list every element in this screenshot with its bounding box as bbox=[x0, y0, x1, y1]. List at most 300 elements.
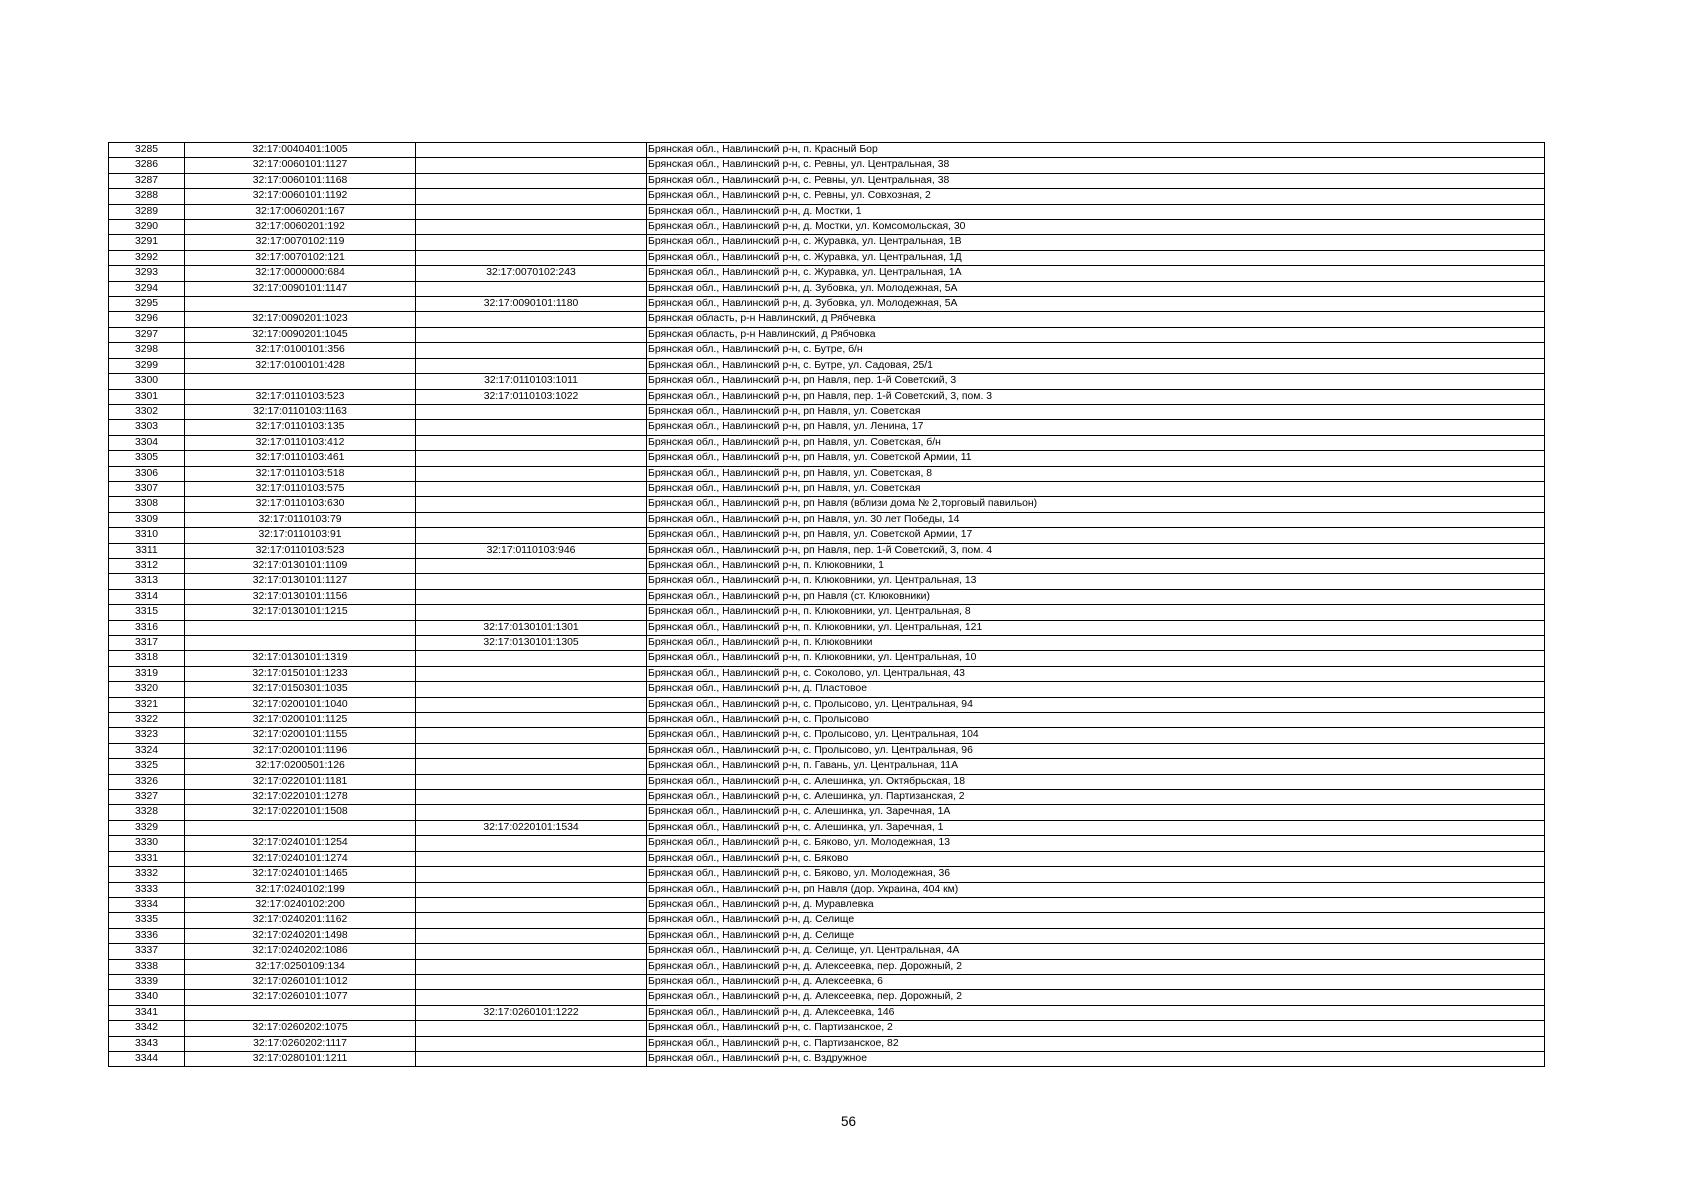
table-row bbox=[109, 266, 1545, 281]
cadastral-number-cell: 32:17:0200101:1125 bbox=[185, 713, 416, 728]
row-number-cell: 3300 bbox=[109, 374, 185, 389]
cadastral-number-cell bbox=[185, 374, 416, 389]
address-cell: Брянская обл., Навлинский р-н, с. Алешинка, ул. Заречная, 1 bbox=[647, 820, 1545, 835]
table-row bbox=[109, 867, 1545, 882]
cadastral-number-cell: 32:17:0110103:630 bbox=[185, 497, 416, 512]
cadastral-number-cell: 32:17:0150101:1233 bbox=[185, 666, 416, 681]
address-cell: Брянская обл., Навлинский р-н, д. Алексеевка, 146 bbox=[647, 1005, 1545, 1020]
related-cadastral-number-cell bbox=[416, 836, 647, 851]
address-cell: Брянская обл., Навлинский р-н, д. Селище, ул. Центральная, 4А bbox=[647, 944, 1545, 959]
table-row bbox=[109, 728, 1545, 743]
cadastral-number-cell: 32:17:0060101:1168 bbox=[185, 173, 416, 188]
table-row bbox=[109, 512, 1545, 527]
table-row bbox=[109, 297, 1545, 312]
cadastral-number-cell: 32:17:0040401:1005 bbox=[185, 143, 416, 158]
address-cell: Брянская обл., Навлинский р-н, рп Навля, пер. 1-й Советский, 3, пом. 3 bbox=[647, 389, 1545, 404]
related-cadastral-number-cell bbox=[416, 867, 647, 882]
table-row bbox=[109, 959, 1545, 974]
row-number-cell: 3311 bbox=[109, 543, 185, 558]
cadastral-number-cell: 32:17:0200501:126 bbox=[185, 759, 416, 774]
row-number-cell: 3344 bbox=[109, 1051, 185, 1066]
related-cadastral-number-cell bbox=[416, 327, 647, 342]
table-row bbox=[109, 1005, 1545, 1020]
row-number-cell: 3332 bbox=[109, 867, 185, 882]
related-cadastral-number-cell bbox=[416, 805, 647, 820]
cadastral-number-cell: 32:17:0130101:1109 bbox=[185, 558, 416, 573]
address-cell: Брянская обл., Навлинский р-н, с. Бяково, ул. Молодежная, 13 bbox=[647, 836, 1545, 851]
table-row bbox=[109, 974, 1545, 989]
row-number-cell: 3306 bbox=[109, 466, 185, 481]
row-number-cell: 3316 bbox=[109, 620, 185, 635]
address-cell: Брянская обл., Навлинский р-н, рп Навля, ул. 30 лет Победы, 14 bbox=[647, 512, 1545, 527]
cadastral-number-cell: 32:17:0130101:1215 bbox=[185, 605, 416, 620]
cadastral-number-cell: 32:17:0130101:1319 bbox=[185, 651, 416, 666]
table-row bbox=[109, 312, 1545, 327]
table-row bbox=[109, 697, 1545, 712]
row-number-cell: 3304 bbox=[109, 435, 185, 450]
cadastral-number-cell: 32:17:0060101:1127 bbox=[185, 158, 416, 173]
address-cell: Брянская область, р-н Навлинский, д Рябчевка bbox=[647, 312, 1545, 327]
cadastral-number-cell: 32:17:0260101:1077 bbox=[185, 990, 416, 1005]
address-cell: Брянская обл., Навлинский р-н, д. Муравлевка bbox=[647, 897, 1545, 912]
row-number-cell: 3328 bbox=[109, 805, 185, 820]
address-cell: Брянская обл., Навлинский р-н, с. Бутре, ул. Садовая, 25/1 bbox=[647, 358, 1545, 373]
table-row bbox=[109, 327, 1545, 342]
related-cadastral-number-cell bbox=[416, 666, 647, 681]
related-cadastral-number-cell bbox=[416, 173, 647, 188]
row-number-cell: 3333 bbox=[109, 882, 185, 897]
page-number: 56 bbox=[840, 1114, 857, 1129]
cadastral-number-cell: 32:17:0100101:428 bbox=[185, 358, 416, 373]
cadastral-number-cell bbox=[185, 620, 416, 635]
cadastral-number-cell: 32:17:0240202:1086 bbox=[185, 944, 416, 959]
cadastral-number-cell: 32:17:0070102:121 bbox=[185, 250, 416, 265]
address-cell: Брянская обл., Навлинский р-н, с. Алешинка, ул. Партизанская, 2 bbox=[647, 790, 1545, 805]
address-cell: Брянская обл., Навлинский р-н, рп Навля, пер. 1-й Советский, 3, пом. 4 bbox=[647, 543, 1545, 558]
cadastral-number-cell: 32:17:0110103:91 bbox=[185, 528, 416, 543]
address-cell: Брянская обл., Навлинский р-н, с. Вздружное bbox=[647, 1051, 1545, 1066]
cadastral-number-cell: 32:17:0260101:1012 bbox=[185, 974, 416, 989]
address-cell: Брянская обл., Навлинский р-н, п. Клюковники, ул. Центральная, 13 bbox=[647, 574, 1545, 589]
related-cadastral-number-cell bbox=[416, 404, 647, 419]
row-number-cell: 3291 bbox=[109, 235, 185, 250]
address-cell: Брянская обл., Навлинский р-н, рп Навля, ул. Советская bbox=[647, 404, 1545, 419]
cadastral-number-cell: 32:17:0060201:167 bbox=[185, 204, 416, 219]
row-number-cell: 3288 bbox=[109, 189, 185, 204]
row-number-cell: 3318 bbox=[109, 651, 185, 666]
address-cell: Брянская обл., Навлинский р-н, с. Ревны, ул. Центральная, 38 bbox=[647, 158, 1545, 173]
row-number-cell: 3335 bbox=[109, 913, 185, 928]
row-number-cell: 3341 bbox=[109, 1005, 185, 1020]
related-cadastral-number-cell bbox=[416, 358, 647, 373]
table-row bbox=[109, 374, 1545, 389]
address-cell: Брянская обл., Навлинский р-н, с. Журавка, ул. Центральная, 1Д bbox=[647, 250, 1545, 265]
related-cadastral-number-cell bbox=[416, 435, 647, 450]
related-cadastral-number-cell bbox=[416, 420, 647, 435]
related-cadastral-number-cell bbox=[416, 574, 647, 589]
related-cadastral-number-cell bbox=[416, 497, 647, 512]
row-number-cell: 3313 bbox=[109, 574, 185, 589]
cadastral-number-cell: 32:17:0110103:523 bbox=[185, 389, 416, 404]
address-cell: Брянская обл., Навлинский р-н, с. Бяково, ул. Молодежная, 36 bbox=[647, 867, 1545, 882]
cadastral-number-cell: 32:17:0150301:1035 bbox=[185, 682, 416, 697]
related-cadastral-number-cell bbox=[416, 250, 647, 265]
address-cell: Брянская обл., Навлинский р-н, д. Алексеевка, 6 bbox=[647, 974, 1545, 989]
table-row bbox=[109, 281, 1545, 296]
row-number-cell: 3327 bbox=[109, 790, 185, 805]
cadastral-number-cell: 32:17:0110103:135 bbox=[185, 420, 416, 435]
table-row bbox=[109, 481, 1545, 496]
address-cell: Брянская обл., Навлинский р-н, с. Журавка, ул. Центральная, 1А bbox=[647, 266, 1545, 281]
table-row bbox=[109, 204, 1545, 219]
row-number-cell: 3290 bbox=[109, 220, 185, 235]
table-row bbox=[109, 836, 1545, 851]
table-row bbox=[109, 774, 1545, 789]
cadastral-number-cell: 32:17:0240201:1498 bbox=[185, 928, 416, 943]
cadastral-number-cell: 32:17:0090101:1147 bbox=[185, 281, 416, 296]
related-cadastral-number-cell bbox=[416, 774, 647, 789]
row-number-cell: 3317 bbox=[109, 636, 185, 651]
cadastral-number-cell: 32:17:0060201:192 bbox=[185, 220, 416, 235]
cadastral-number-cell: 32:17:0110103:518 bbox=[185, 466, 416, 481]
row-number-cell: 3294 bbox=[109, 281, 185, 296]
row-number-cell: 3302 bbox=[109, 404, 185, 419]
row-number-cell: 3305 bbox=[109, 451, 185, 466]
address-cell: Брянская обл., Навлинский р-н, с. Пролысово bbox=[647, 713, 1545, 728]
cadastral-number-cell: 32:17:0220101:1508 bbox=[185, 805, 416, 820]
cadastral-number-cell: 32:17:0240102:199 bbox=[185, 882, 416, 897]
related-cadastral-number-cell: 32:17:0130101:1305 bbox=[416, 636, 647, 651]
related-cadastral-number-cell: 32:17:0130101:1301 bbox=[416, 620, 647, 635]
address-cell: Брянская обл., Навлинский р-н, рп Навля, пер. 1-й Советский, 3 bbox=[647, 374, 1545, 389]
row-number-cell: 3330 bbox=[109, 836, 185, 851]
related-cadastral-number-cell bbox=[416, 281, 647, 296]
cadastral-number-cell: 32:17:0240102:200 bbox=[185, 897, 416, 912]
row-number-cell: 3289 bbox=[109, 204, 185, 219]
table-row bbox=[109, 1051, 1545, 1066]
table-row bbox=[109, 1036, 1545, 1051]
cadastral-number-cell: 32:17:0220101:1181 bbox=[185, 774, 416, 789]
related-cadastral-number-cell bbox=[416, 558, 647, 573]
table-row bbox=[109, 143, 1545, 158]
related-cadastral-number-cell bbox=[416, 466, 647, 481]
table-body bbox=[109, 143, 1545, 1067]
row-number-cell: 3299 bbox=[109, 358, 185, 373]
related-cadastral-number-cell bbox=[416, 851, 647, 866]
cadastral-number-cell: 32:17:0130101:1156 bbox=[185, 589, 416, 604]
related-cadastral-number-cell bbox=[416, 897, 647, 912]
table-row bbox=[109, 820, 1545, 835]
cadastral-number-cell: 32:17:0000000:684 bbox=[185, 266, 416, 281]
related-cadastral-number-cell bbox=[416, 944, 647, 959]
related-cadastral-number-cell bbox=[416, 143, 647, 158]
table-row bbox=[109, 882, 1545, 897]
address-cell: Брянская обл., Навлинский р-н, с. Пролысово, ул. Центральная, 96 bbox=[647, 743, 1545, 758]
cadastral-number-cell: 32:17:0200101:1155 bbox=[185, 728, 416, 743]
address-cell: Брянская обл., Навлинский р-н, п. Клюковники, ул. Центральная, 8 bbox=[647, 605, 1545, 620]
table-row bbox=[109, 435, 1545, 450]
row-number-cell: 3312 bbox=[109, 558, 185, 573]
cadastral-number-cell: 32:17:0260202:1117 bbox=[185, 1036, 416, 1051]
row-number-cell: 3298 bbox=[109, 343, 185, 358]
table-row bbox=[109, 358, 1545, 373]
address-cell: Брянская обл., Навлинский р-н, д. Алексеевка, пер. Дорожный, 2 bbox=[647, 990, 1545, 1005]
cadastral-number-cell: 32:17:0110103:412 bbox=[185, 435, 416, 450]
address-cell: Брянская обл., Навлинский р-н, д. Селище bbox=[647, 928, 1545, 943]
table-row bbox=[109, 713, 1545, 728]
address-cell: Брянская обл., Навлинский р-н, с. Ревны, ул. Центральная, 38 bbox=[647, 173, 1545, 188]
row-number-cell: 3295 bbox=[109, 297, 185, 312]
related-cadastral-number-cell bbox=[416, 928, 647, 943]
row-number-cell: 3329 bbox=[109, 820, 185, 835]
table-row bbox=[109, 928, 1545, 943]
related-cadastral-number-cell: 32:17:0070102:243 bbox=[416, 266, 647, 281]
address-cell: Брянская обл., Навлинский р-н, с. Алешинка, ул. Октябрьская, 18 bbox=[647, 774, 1545, 789]
cadastral-number-cell: 32:17:0090201:1045 bbox=[185, 327, 416, 342]
table-row bbox=[109, 451, 1545, 466]
table-row bbox=[109, 605, 1545, 620]
address-cell: Брянская обл., Навлинский р-н, с. Соколово, ул. Центральная, 43 bbox=[647, 666, 1545, 681]
address-cell: Брянская обл., Навлинский р-н, с. Журавка, ул. Центральная, 1В bbox=[647, 235, 1545, 250]
row-number-cell: 3314 bbox=[109, 589, 185, 604]
row-number-cell: 3321 bbox=[109, 697, 185, 712]
address-cell: Брянская обл., Навлинский р-н, рп Навля, ул. Советская, 8 bbox=[647, 466, 1545, 481]
row-number-cell: 3310 bbox=[109, 528, 185, 543]
related-cadastral-number-cell bbox=[416, 759, 647, 774]
table-row bbox=[109, 466, 1545, 481]
address-cell: Брянская обл., Навлинский р-н, д. Пластовое bbox=[647, 682, 1545, 697]
cadastral-number-cell: 32:17:0240101:1465 bbox=[185, 867, 416, 882]
row-number-cell: 3323 bbox=[109, 728, 185, 743]
table-row bbox=[109, 497, 1545, 512]
related-cadastral-number-cell bbox=[416, 974, 647, 989]
address-cell: Брянская обл., Навлинский р-н, с. Ревны, ул. Совхозная, 2 bbox=[647, 189, 1545, 204]
cadastral-number-cell: 32:17:0240101:1274 bbox=[185, 851, 416, 866]
row-number-cell: 3340 bbox=[109, 990, 185, 1005]
table-row bbox=[109, 404, 1545, 419]
cadastral-number-cell: 32:17:0260202:1075 bbox=[185, 1021, 416, 1036]
table-row bbox=[109, 250, 1545, 265]
table-row bbox=[109, 759, 1545, 774]
address-cell: Брянская обл., Навлинский р-н, д. Алексеевка, пер. Дорожный, 2 bbox=[647, 959, 1545, 974]
row-number-cell: 3285 bbox=[109, 143, 185, 158]
related-cadastral-number-cell bbox=[416, 713, 647, 728]
cadastral-number-cell: 32:17:0250109:134 bbox=[185, 959, 416, 974]
related-cadastral-number-cell bbox=[416, 790, 647, 805]
address-cell: Брянская обл., Навлинский р-н, рп Навля, ул. Ленина, 17 bbox=[647, 420, 1545, 435]
related-cadastral-number-cell bbox=[416, 343, 647, 358]
cadastral-number-cell bbox=[185, 820, 416, 835]
address-cell: Брянская обл., Навлинский р-н, д. Зубовка, ул. Молодежная, 5А bbox=[647, 281, 1545, 296]
related-cadastral-number-cell bbox=[416, 189, 647, 204]
address-cell: Брянская обл., Навлинский р-н, с. Бутре, б/н bbox=[647, 343, 1545, 358]
address-cell: Брянская обл., Навлинский р-н, рп Навля (дор. Украина, 404 км) bbox=[647, 882, 1545, 897]
table-row bbox=[109, 173, 1545, 188]
related-cadastral-number-cell bbox=[416, 589, 647, 604]
table-row bbox=[109, 913, 1545, 928]
related-cadastral-number-cell bbox=[416, 882, 647, 897]
cadastral-number-cell: 32:17:0110103:523 bbox=[185, 543, 416, 558]
row-number-cell: 3308 bbox=[109, 497, 185, 512]
row-number-cell: 3307 bbox=[109, 481, 185, 496]
cadastral-number-cell: 32:17:0110103:1163 bbox=[185, 404, 416, 419]
address-cell: Брянская обл., Навлинский р-н, рп Навля, ул. Советской Армии, 17 bbox=[647, 528, 1545, 543]
related-cadastral-number-cell: 32:17:0110103:1022 bbox=[416, 389, 647, 404]
row-number-cell: 3315 bbox=[109, 605, 185, 620]
cadastral-number-cell: 32:17:0070102:119 bbox=[185, 235, 416, 250]
row-number-cell: 3337 bbox=[109, 944, 185, 959]
address-cell: Брянская обл., Навлинский р-н, д. Мостки, ул. Комсомольская, 30 bbox=[647, 220, 1545, 235]
table-row bbox=[109, 790, 1545, 805]
row-number-cell: 3287 bbox=[109, 173, 185, 188]
table-row bbox=[109, 220, 1545, 235]
table-row bbox=[109, 235, 1545, 250]
related-cadastral-number-cell bbox=[416, 481, 647, 496]
row-number-cell: 3334 bbox=[109, 897, 185, 912]
address-cell: Брянская обл., Навлинский р-н, п. Клюковники, ул. Центральная, 10 bbox=[647, 651, 1545, 666]
address-cell: Брянская обл., Навлинский р-н, с. Бяково bbox=[647, 851, 1545, 866]
related-cadastral-number-cell bbox=[416, 204, 647, 219]
address-cell: Брянская обл., Навлинский р-н, п. Клюковники, ул. Центральная, 121 bbox=[647, 620, 1545, 635]
related-cadastral-number-cell bbox=[416, 913, 647, 928]
cadastral-number-cell bbox=[185, 636, 416, 651]
row-number-cell: 3303 bbox=[109, 420, 185, 435]
row-number-cell: 3301 bbox=[109, 389, 185, 404]
address-cell: Брянская обл., Навлинский р-н, рп Навля, ул. Советская bbox=[647, 481, 1545, 496]
table-row bbox=[109, 574, 1545, 589]
address-cell: Брянская обл., Навлинский р-н, с. Пролысово, ул. Центральная, 94 bbox=[647, 697, 1545, 712]
address-cell: Брянская обл., Навлинский р-н, д. Мостки, 1 bbox=[647, 204, 1545, 219]
table-row bbox=[109, 666, 1545, 681]
table-row bbox=[109, 528, 1545, 543]
address-cell: Брянская обл., Навлинский р-н, рп Навля, ул. Советская, б/н bbox=[647, 435, 1545, 450]
related-cadastral-number-cell bbox=[416, 728, 647, 743]
cadastral-number-cell: 32:17:0240101:1254 bbox=[185, 836, 416, 851]
cadastral-number-cell: 32:17:0280101:1211 bbox=[185, 1051, 416, 1066]
cadastral-number-cell: 32:17:0110103:575 bbox=[185, 481, 416, 496]
cadastral-table bbox=[108, 142, 1545, 1067]
related-cadastral-number-cell bbox=[416, 235, 647, 250]
related-cadastral-number-cell bbox=[416, 220, 647, 235]
cadastral-number-cell: 32:17:0090201:1023 bbox=[185, 312, 416, 327]
address-cell: Брянская обл., Навлинский р-н, рп Навля (вблизи дома № 2,торговый павильон) bbox=[647, 497, 1545, 512]
row-number-cell: 3320 bbox=[109, 682, 185, 697]
row-number-cell: 3293 bbox=[109, 266, 185, 281]
address-cell: Брянская область, р-н Навлинский, д Рябчовка bbox=[647, 327, 1545, 342]
row-number-cell: 3296 bbox=[109, 312, 185, 327]
table-row bbox=[109, 589, 1545, 604]
row-number-cell: 3338 bbox=[109, 959, 185, 974]
row-number-cell: 3339 bbox=[109, 974, 185, 989]
related-cadastral-number-cell: 32:17:0220101:1534 bbox=[416, 820, 647, 835]
table-row bbox=[109, 189, 1545, 204]
address-cell: Брянская обл., Навлинский р-н, рп Навля (ст. Клюковники) bbox=[647, 589, 1545, 604]
related-cadastral-number-cell bbox=[416, 605, 647, 620]
table-row bbox=[109, 158, 1545, 173]
related-cadastral-number-cell: 32:17:0110103:1011 bbox=[416, 374, 647, 389]
related-cadastral-number-cell bbox=[416, 512, 647, 527]
address-cell: Брянская обл., Навлинский р-н, п. Красный Бор bbox=[647, 143, 1545, 158]
related-cadastral-number-cell: 32:17:0260101:1222 bbox=[416, 1005, 647, 1020]
address-cell: Брянская обл., Навлинский р-н, д. Селище bbox=[647, 913, 1545, 928]
table-row bbox=[109, 1021, 1545, 1036]
table-row bbox=[109, 743, 1545, 758]
row-number-cell: 3292 bbox=[109, 250, 185, 265]
address-cell: Брянская обл., Навлинский р-н, п. Клюковники bbox=[647, 636, 1545, 651]
related-cadastral-number-cell bbox=[416, 451, 647, 466]
address-cell: Брянская обл., Навлинский р-н, с. Пролысово, ул. Центральная, 104 bbox=[647, 728, 1545, 743]
cadastral-number-cell bbox=[185, 297, 416, 312]
table-row bbox=[109, 944, 1545, 959]
related-cadastral-number-cell bbox=[416, 1051, 647, 1066]
related-cadastral-number-cell bbox=[416, 651, 647, 666]
table-row bbox=[109, 543, 1545, 558]
related-cadastral-number-cell bbox=[416, 158, 647, 173]
table-row bbox=[109, 651, 1545, 666]
address-cell: Брянская обл., Навлинский р-н, д. Зубовка, ул. Молодежная, 5А bbox=[647, 297, 1545, 312]
related-cadastral-number-cell bbox=[416, 528, 647, 543]
row-number-cell: 3297 bbox=[109, 327, 185, 342]
table-row bbox=[109, 420, 1545, 435]
row-number-cell: 3336 bbox=[109, 928, 185, 943]
address-cell: Брянская обл., Навлинский р-н, с. Партизанское, 2 bbox=[647, 1021, 1545, 1036]
address-cell: Брянская обл., Навлинский р-н, п. Клюковники, 1 bbox=[647, 558, 1545, 573]
row-number-cell: 3309 bbox=[109, 512, 185, 527]
related-cadastral-number-cell bbox=[416, 312, 647, 327]
table-row bbox=[109, 389, 1545, 404]
table-row bbox=[109, 620, 1545, 635]
cadastral-number-cell bbox=[185, 1005, 416, 1020]
row-number-cell: 3322 bbox=[109, 713, 185, 728]
address-cell: Брянская обл., Навлинский р-н, с. Партизанское, 82 bbox=[647, 1036, 1545, 1051]
table-row bbox=[109, 636, 1545, 651]
table-row bbox=[109, 343, 1545, 358]
related-cadastral-number-cell bbox=[416, 1036, 647, 1051]
related-cadastral-number-cell bbox=[416, 959, 647, 974]
cadastral-number-cell: 32:17:0110103:461 bbox=[185, 451, 416, 466]
row-number-cell: 3343 bbox=[109, 1036, 185, 1051]
address-cell: Брянская обл., Навлинский р-н, п. Гавань, ул. Центральная, 11А bbox=[647, 759, 1545, 774]
address-cell: Брянская обл., Навлинский р-н, с. Алешинка, ул. Заречная, 1А bbox=[647, 805, 1545, 820]
row-number-cell: 3324 bbox=[109, 743, 185, 758]
related-cadastral-number-cell bbox=[416, 682, 647, 697]
cadastral-number-cell: 32:17:0200101:1196 bbox=[185, 743, 416, 758]
related-cadastral-number-cell bbox=[416, 990, 647, 1005]
row-number-cell: 3319 bbox=[109, 666, 185, 681]
table-row bbox=[109, 897, 1545, 912]
cadastral-number-cell: 32:17:0200101:1040 bbox=[185, 697, 416, 712]
cadastral-number-cell: 32:17:0220101:1278 bbox=[185, 790, 416, 805]
table-row bbox=[109, 990, 1545, 1005]
table-row bbox=[109, 558, 1545, 573]
cadastral-number-cell: 32:17:0130101:1127 bbox=[185, 574, 416, 589]
row-number-cell: 3342 bbox=[109, 1021, 185, 1036]
address-cell: Брянская обл., Навлинский р-н, рп Навля, ул. Советской Армии, 11 bbox=[647, 451, 1545, 466]
cadastral-number-cell: 32:17:0110103:79 bbox=[185, 512, 416, 527]
related-cadastral-number-cell: 32:17:0090101:1180 bbox=[416, 297, 647, 312]
cadastral-number-cell: 32:17:0240201:1162 bbox=[185, 913, 416, 928]
row-number-cell: 3286 bbox=[109, 158, 185, 173]
table-row bbox=[109, 805, 1545, 820]
related-cadastral-number-cell bbox=[416, 697, 647, 712]
table-row bbox=[109, 682, 1545, 697]
related-cadastral-number-cell: 32:17:0110103:946 bbox=[416, 543, 647, 558]
row-number-cell: 3325 bbox=[109, 759, 185, 774]
row-number-cell: 3331 bbox=[109, 851, 185, 866]
row-number-cell: 3326 bbox=[109, 774, 185, 789]
cadastral-number-cell: 32:17:0060101:1192 bbox=[185, 189, 416, 204]
related-cadastral-number-cell bbox=[416, 743, 647, 758]
